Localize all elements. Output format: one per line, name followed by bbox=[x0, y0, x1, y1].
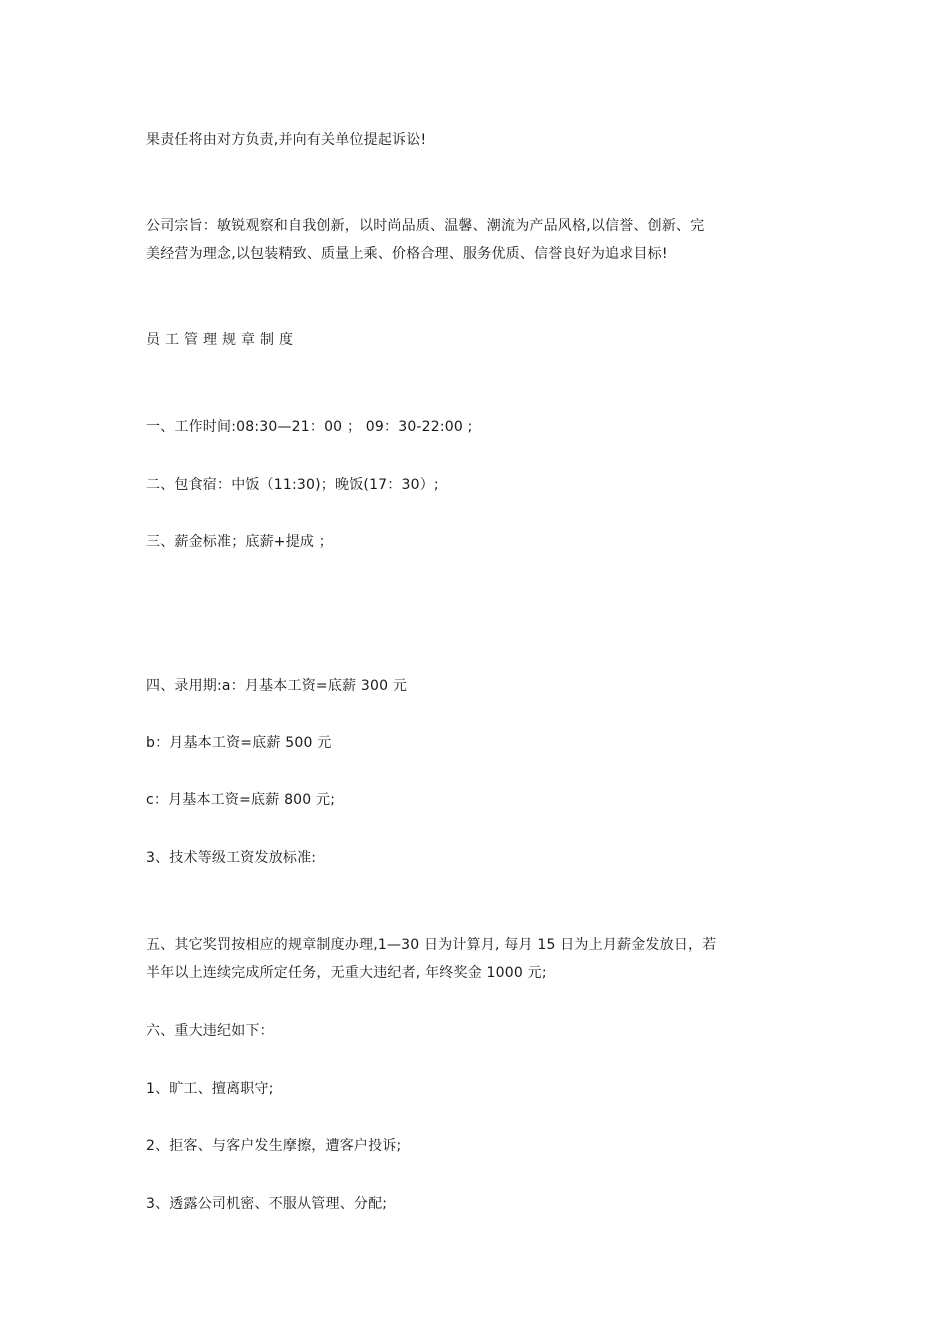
liability-line: 果责任将由对方负责,并向有关单位提起诉讼! bbox=[146, 132, 427, 148]
item-tech-grade-salary: 3、技术等级工资发放标准: bbox=[146, 850, 317, 866]
item-working-hours: 一、工作时间:08:30—21：00 ； 09：30-22:00 ; bbox=[146, 419, 473, 435]
item-probation-a: 四、录用期:a：月基本工资=底薪 300 元 bbox=[146, 678, 408, 694]
item-major-violations: 六、重大违纪如下： bbox=[146, 1023, 274, 1039]
item-probation-b: b：月基本工资=底薪 500 元 bbox=[146, 735, 332, 751]
violation-3: 3、透露公司机密、不服从管理、分配; bbox=[146, 1196, 388, 1212]
violation-1: 1、旷工、擅离职守; bbox=[146, 1081, 274, 1097]
company-purpose-line-2: 美经营为理念,以包装精致、质量上乘、价格合理、服务优质、信誉良好为追求目标! bbox=[146, 246, 668, 262]
item-probation-c: c：月基本工资=底薪 800 元; bbox=[146, 792, 336, 808]
item-salary-standard: 三、薪金标准；底薪+提成 ； bbox=[146, 534, 333, 550]
item-meals-lodging: 二、包食宿：中饭（11:30)；晚饭(17：30）; bbox=[146, 477, 439, 493]
item-rewards-line-2: 半年以上连续完成所定任务，无重大违纪者, 年终奖金 1000 元; bbox=[146, 965, 547, 981]
company-purpose-line-1: 公司宗旨：敏锐观察和自我创新，以时尚品质、温馨、潮流为产品风格,以信誉、创新、完 bbox=[146, 218, 705, 234]
section-title: 员工管理规章制度 bbox=[146, 332, 298, 348]
violation-2: 2、拒客、与客户发生摩擦，遭客户投诉; bbox=[146, 1138, 402, 1154]
item-rewards-line-1: 五、其它奖罚按相应的规章制度办理,1—30 日为计算月, 每月 15 日为上月薪金发放日，若 bbox=[146, 937, 717, 953]
